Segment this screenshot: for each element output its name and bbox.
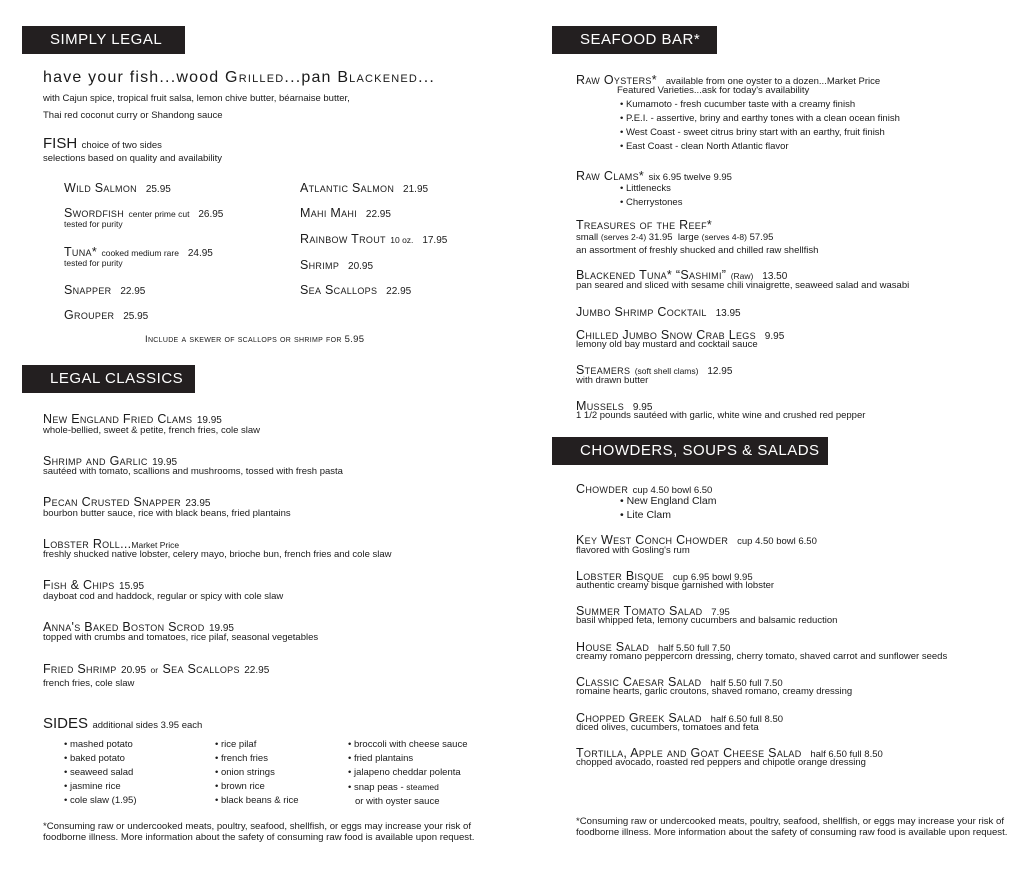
classic-item: New England Fried Clams 19.95 — [43, 412, 222, 426]
side-item: • seaweed salad — [64, 767, 134, 778]
sides-column-1 — [64, 738, 137, 808]
fish-item: Snapper 22.95 — [64, 283, 146, 297]
fish-title: FISH — [43, 135, 78, 152]
side-item: • onion strings — [215, 767, 275, 778]
side-item: • jalapeno cheddar polenta — [348, 767, 461, 778]
classic-item: Anna's Baked Boston Scrod 19.95 — [43, 620, 234, 634]
classic-item-desc: french fries, cole slaw — [43, 678, 135, 689]
chowder-varieties — [620, 494, 716, 522]
classic-item: Fish & Chips 15.95 — [43, 578, 145, 592]
simply-legal-banner: SIMPLY LEGAL — [22, 26, 185, 54]
menu-item: Lobster Bisque cup 6.95 bowl 9.95 — [576, 569, 753, 583]
disclaimer: *Consuming raw or undercooked meats, poultry, seafood, shellfish, or eggs may increase your risk of foodborne illness. More information about the safety of consuming raw food is available upon request. — [576, 816, 1008, 838]
fish-item: Swordfish center prime cut 26.95 — [64, 206, 224, 220]
treasures-sizes: small (serves 2-4) 31.95 large (serves 4-8) 57.95 — [576, 232, 774, 243]
treasures-desc: an assortment of freshly shucked and chilled raw shellfish — [576, 245, 819, 256]
legal-classics-banner: LEGAL CLASSICS — [22, 365, 195, 393]
steamers-desc: with drawn butter — [576, 375, 649, 386]
side-item-note: or with oyster sauce — [355, 796, 440, 807]
skewer-note: Include a skewer of scallops or shrimp for 5.95 — [145, 334, 365, 345]
classic-item: Lobster Roll...Market Price — [43, 537, 180, 551]
sides-column-2 — [215, 738, 299, 808]
clam-variety: • Cherrystones — [620, 197, 683, 208]
side-item: • mashed potato — [64, 739, 133, 750]
lead-grilled: Grilled — [225, 69, 285, 86]
classic-item-desc: freshly shucked native lobster, celery mayo, brioche bun, french fries and cole slaw — [43, 549, 392, 560]
classic-item: Pecan Crusted Snapper 23.95 — [43, 495, 211, 509]
fish-item: Grouper 25.95 — [64, 308, 149, 322]
side-item: • jasmine rice — [64, 781, 121, 792]
raw-oysters: Raw Oysters* available from one oyster to a dozen...Market Price — [576, 73, 881, 87]
fish-item: Wild Salmon 25.95 — [64, 181, 171, 195]
fish-item: Atlantic Salmon 21.95 — [300, 181, 429, 195]
menu-item-desc: diced olives, cucumbers, tomatoes and feta — [576, 722, 759, 733]
sauces-line-1: with Cajun spice, tropical fruit salsa, lemon chive butter, béarnaise butter, — [43, 93, 350, 104]
fish-item-desc: tested for purity — [64, 219, 123, 229]
side-item: • baked potato — [64, 753, 125, 764]
chowder-variety: • New England Clam — [620, 495, 717, 507]
sides-title: SIDES — [43, 715, 89, 732]
side-item: • snap peas - steamed — [348, 782, 439, 793]
menu-item: Chopped Greek Salad half 6.50 full 8.50 — [576, 711, 784, 725]
menu-item: Classic Caesar Salad half 5.50 full 7.50 — [576, 675, 783, 689]
raw-clams: Raw Clams* six 6.95 twelve 9.95 — [576, 169, 732, 183]
oysters-featured: Featured Varieties...ask for today's availability — [617, 85, 810, 96]
sides-subtitle: additional sides 3.95 each — [92, 720, 203, 731]
fish-heading — [43, 135, 162, 153]
fish-subtitle: choice of two sides — [81, 140, 162, 151]
lead-text-2: ...pan — [284, 69, 338, 86]
tuna-desc: pan seared and sliced with sesame chili vinaigrette, seaweed salad and wasabi — [576, 280, 910, 291]
classic-item-desc: whole-bellied, sweet & petite, french fries, cole slaw — [43, 425, 261, 436]
snow-crab-legs: Chilled Jumbo Snow Crab Legs 9.95 — [576, 328, 785, 342]
cooking-methods-line — [43, 69, 435, 87]
fish-item: Tuna* cooked medium rare 24.95 — [64, 245, 213, 259]
menu-item-desc: chopped avocado, roasted red peppers and chipotle orange dressing — [576, 757, 866, 768]
lead-text-3: ... — [418, 69, 436, 86]
blackened-tuna: Blackened Tuna* “Sashimi” (Raw) 13.50 — [576, 268, 788, 282]
fish-item: Rainbow Trout 10 oz. 17.95 — [300, 232, 448, 246]
steamers: Steamers (soft shell clams) 12.95 — [576, 363, 733, 377]
menu-item: Tortilla, Apple and Goat Cheese Salad half 6.50 full 8.50 — [576, 746, 883, 760]
menu-item-desc: basil whipped feta, lemony cucumbers and balsamic reduction — [576, 615, 838, 626]
menu-item: Key West Conch Chowder cup 4.50 bowl 6.50 — [576, 533, 817, 547]
classic-item: Shrimp and Garlic 19.95 — [43, 454, 178, 468]
treasures-name: Treasures of the Reef* — [576, 218, 713, 232]
sides-column-3 — [348, 738, 468, 809]
mussels: Mussels 9.95 — [576, 399, 653, 413]
menu-item-desc: creamy romano peppercorn dressing, cherry tomato, shaved carrot and sunflower seeds — [576, 651, 948, 662]
sauces-line-2: Thai red coconut curry or Shandong sauce — [43, 110, 223, 121]
side-item: • rice pilaf — [215, 739, 257, 750]
fish-item: Shrimp 20.95 — [300, 258, 374, 272]
lead-text-1: have your fish...wood — [43, 69, 226, 86]
clam-variety: • Littlenecks — [620, 183, 671, 194]
menu-item-desc: romaine hearts, garlic croutons, shaved romano, creamy dressing — [576, 686, 853, 697]
shrimp-cocktail: Jumbo Shrimp Cocktail 13.95 — [576, 305, 741, 319]
oyster-variety: • P.E.I. - assertive, briny and earthy tones with a clean ocean finish — [620, 113, 900, 124]
side-item: • french fries — [215, 753, 268, 764]
classic-item-desc: bourbon butter sauce, rice with black beans, fried plantains — [43, 508, 291, 519]
fish-item: Sea Scallops 22.95 — [300, 283, 412, 297]
seafood-bar-banner: SEAFOOD BAR* — [552, 26, 717, 54]
oyster-variety: • East Coast - clean North Atlantic flavor — [620, 141, 789, 152]
side-item: • cole slaw (1.95) — [64, 795, 137, 806]
sides-heading — [43, 715, 202, 733]
mussels-desc: 1 1/2 pounds sautéed with garlic, white wine and crushed red pepper — [576, 410, 866, 421]
chowder-variety: • Lite Clam — [620, 509, 671, 521]
fish-note: selections based on quality and availability — [43, 153, 223, 164]
classic-item-desc: dayboat cod and haddock, regular or spicy with cole slaw — [43, 591, 284, 602]
side-item: • brown rice — [215, 781, 265, 792]
fish-item-desc: tested for purity — [64, 258, 123, 268]
side-item: • broccoli with cheese sauce — [348, 739, 468, 750]
side-item: • black beans & rice — [215, 795, 299, 806]
classic-item: Fried Shrimp 20.95 or Sea Scallops 22.95 — [43, 662, 270, 676]
oyster-variety: • West Coast - sweet citrus briny start with an earthy, fruit finish — [620, 127, 885, 138]
menu-item-desc: authentic creamy bisque garnished with lobster — [576, 580, 775, 591]
crab-desc: lemony old bay mustard and cocktail sauce — [576, 339, 758, 350]
disclaimer: *Consuming raw or undercooked meats, poultry, seafood, shellfish, or eggs may increase your risk of foodborne illness. More information about the safety of consuming raw food is available upon request. — [43, 821, 475, 843]
side-item: • fried plantains — [348, 753, 414, 764]
menu-item-desc: flavored with Gosling's rum — [576, 545, 690, 556]
classic-item-desc: topped with crumbs and tomatoes, rice pilaf, seasonal vegetables — [43, 632, 319, 643]
oyster-variety: • Kumamoto - fresh cucumber taste with a creamy finish — [620, 99, 856, 110]
clam-varieties — [620, 182, 682, 210]
lead-blackened: Blackened — [337, 69, 419, 86]
classic-item-desc: sautéed with tomato, scallions and mushrooms, tossed with fresh pasta — [43, 466, 343, 477]
chowders-banner: CHOWDERS, SOUPS & SALADS — [552, 437, 828, 465]
chowder: Chowder cup 4.50 bowl 6.50 — [576, 482, 713, 496]
oyster-varieties — [620, 98, 900, 154]
menu-item: House Salad half 5.50 full 7.50 — [576, 640, 731, 654]
fish-item: Mahi Mahi 22.95 — [300, 206, 391, 220]
menu-item: Summer Tomato Salad 7.95 — [576, 604, 730, 618]
